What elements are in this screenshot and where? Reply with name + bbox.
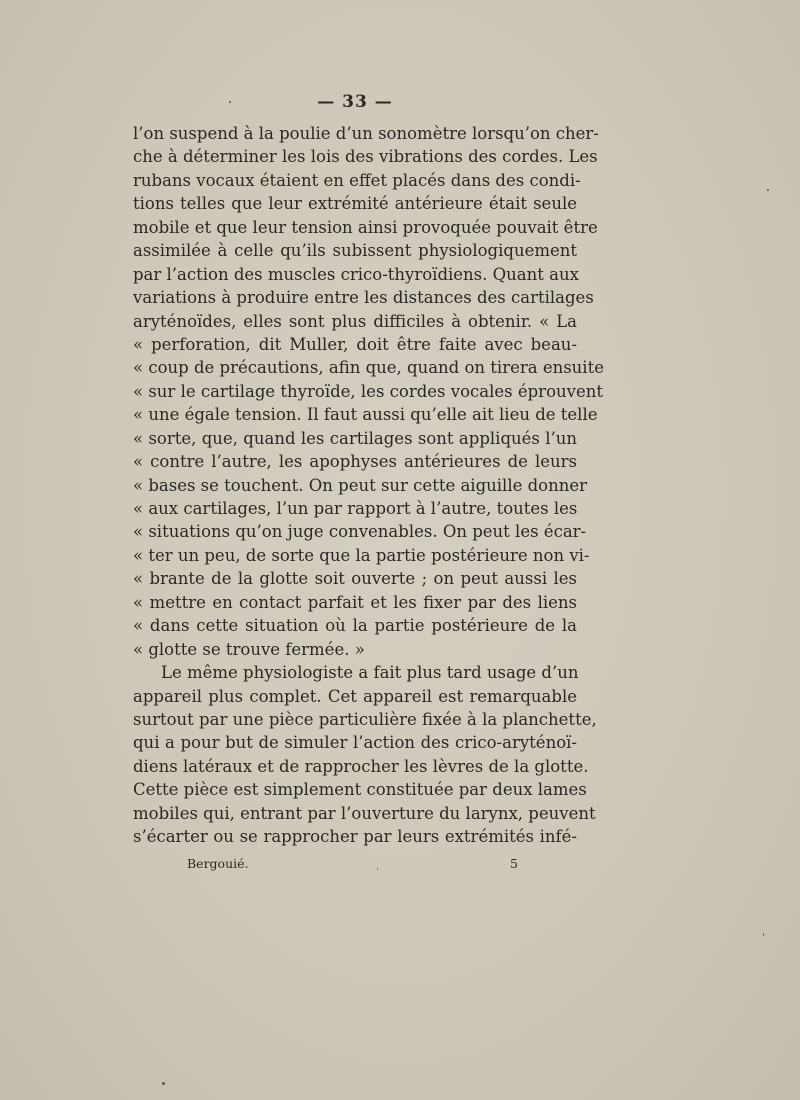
page-number: — 33 —: [317, 92, 393, 112]
quote-line: « brante de la glotte soit ouverte ; on peut aussi les: [133, 569, 577, 589]
text-line: s’écarter ou se rapprocher par leurs extrémités infé-: [133, 827, 577, 847]
paper-speck: [767, 189, 769, 191]
footer-author: Bergouié.: [187, 856, 249, 871]
text-line: Cette pièce est simplement constituée par deux lames: [133, 780, 587, 800]
text-line: qui a pour but de simuler l’action des crico-aryténoï-: [133, 733, 577, 753]
text-line: mobiles qui, entrant par l’ouverture du larynx, peuvent: [133, 803, 596, 823]
quote-line: « une égale tension. Il faut aussi qu’elle ait lieu de telle: [133, 405, 598, 425]
quote-line: « aux cartilages, l’un par rapport à l’autre, toutes les: [133, 499, 578, 518]
page-footer: [0, 856, 800, 876]
quote-line: « coup de précautions, afin que, quand on tirera ensuite: [133, 358, 604, 378]
text-line: appareil plus complet. Cet appareil est remarquable: [133, 686, 577, 706]
quote-line: « perforation, dit Muller, doit être faite avec beau-: [133, 334, 577, 354]
paper-speck: [763, 933, 764, 936]
text-line: par l’action des muscles crico-thyroïdiens. Quant aux: [133, 264, 579, 284]
quote-line: « mettre en contact parfait et les fixer par des liens: [133, 592, 577, 612]
quote-line: « glotte se trouve fermée. »: [133, 639, 365, 659]
text-line: variations à produire entre les distances des cartilages: [133, 288, 594, 308]
text-line: rubans vocaux étaient en effet placés dans des condi-: [133, 170, 581, 190]
quote-line: « ter un peu, de sorte que la partie postérieure non vi-: [133, 545, 590, 565]
quote-line: « contre l’autre, les apophyses antérieures de leurs: [133, 452, 577, 472]
text-line: l’on suspend à la poulie d’un sonomètre lorsqu’on cher-: [133, 124, 599, 143]
quote-line: « situations qu’on juge convenables. On peut les écar-: [133, 522, 587, 542]
paper-speck: [377, 868, 378, 870]
text-line: mobile et que leur tension ainsi provoquée pouvait être: [133, 217, 598, 237]
paper-speck: [162, 1082, 165, 1085]
body-text: [133, 122, 604, 849]
quote-line: « sur le cartilage thyroïde, les cordes vocales éprouvent: [133, 381, 603, 401]
paper-speck: [229, 101, 231, 103]
text-line: surtout par une pièce particulière fixée à la planchette,: [133, 709, 597, 729]
text-line: assimilée à celle qu’ils subissent physiologiquement: [133, 241, 577, 261]
quote-line: « dans cette situation où la partie postérieure de la: [133, 616, 577, 636]
text-line: aryténoïdes, elles sont plus difficiles à obtenir. « La: [133, 311, 577, 331]
quote-line: « bases se touchent. On peut sur cette aiguille donner: [133, 475, 588, 495]
text-line: che à déterminer les lois des vibrations des cordes. Les: [133, 147, 598, 167]
text-line: diens latéraux et de rapprocher les lèvres de la glotte.: [133, 756, 589, 776]
quote-line: « sorte, que, quand les cartilages sont appliqués l’un: [133, 428, 577, 448]
paragraph-start-line: Le même physiologiste a fait plus tard usage d’un: [161, 663, 579, 683]
text-line: tions telles que leur extrémité antérieure était seule: [133, 194, 577, 214]
signature-mark: 5: [510, 856, 518, 871]
